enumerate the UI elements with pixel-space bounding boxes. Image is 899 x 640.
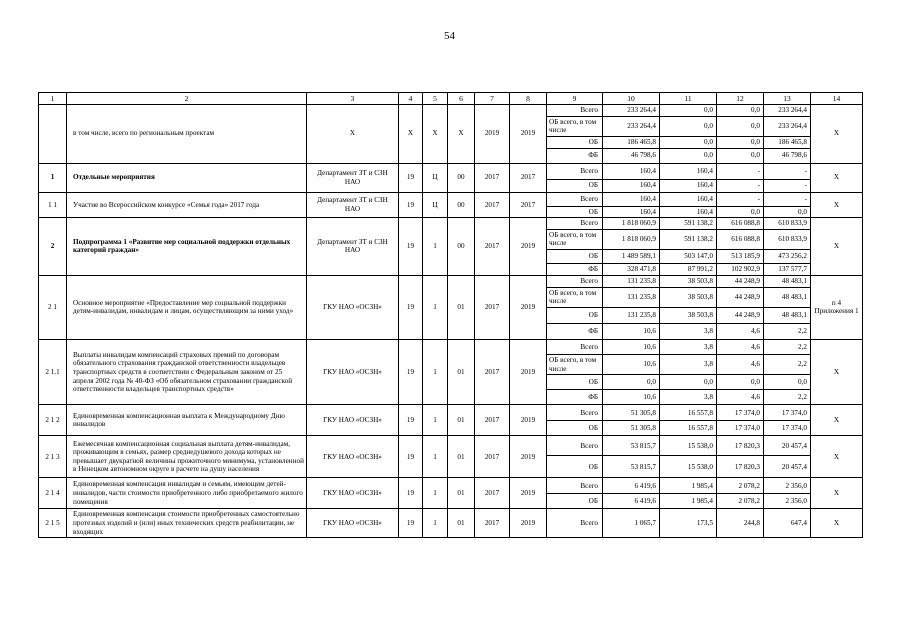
table-row (39, 509, 863, 538)
code-cell: 19 (399, 436, 423, 478)
amount-cell: 233 264,4 (603, 105, 660, 117)
funding-source: Всего (547, 405, 603, 421)
amount-cell: 87 991,2 (660, 264, 717, 276)
amount-cell: 160,4 (603, 163, 660, 179)
amount-cell: 15 538,0 (660, 436, 717, 456)
amount-cell: 0,0 (717, 148, 764, 163)
amount-cell: 610 833,9 (764, 218, 811, 230)
code-cell: 01 (448, 509, 475, 538)
row-number: 2 1.1 (39, 340, 67, 405)
funding-source: ОБ (547, 456, 603, 478)
amount-cell: - (717, 163, 764, 179)
amount-cell: 0,0 (717, 375, 764, 390)
amount-cell: 0,0 (717, 105, 764, 117)
funding-source: ОБ (547, 179, 603, 192)
amount-cell: 160,4 (603, 206, 660, 218)
funding-source: Всего (547, 509, 603, 538)
amount-cell: 2,2 (764, 324, 811, 340)
header-cell: 10 (603, 93, 660, 105)
code-cell: 1 (423, 405, 448, 436)
table-row (39, 275, 863, 287)
amount-cell: 1 985,4 (660, 494, 717, 509)
header-cell: 12 (717, 93, 764, 105)
amount-cell: 51 305,8 (603, 405, 660, 421)
amount-cell: 1 818 060,9 (603, 229, 660, 249)
amount-cell: 2 356,0 (764, 478, 811, 494)
amount-cell: 137 577,7 (764, 264, 811, 276)
row-name: Единовременная компенсация инвалидам и семьям, имеющим детей-инвалидов, части стоимости приобретенного либо приобретаемого жилого помещения (67, 478, 307, 509)
row-number: 2 (39, 218, 67, 276)
header-cell: 3 (307, 93, 399, 105)
amount-cell: 131 235,8 (603, 287, 660, 307)
amount-cell: 3,8 (660, 390, 717, 405)
amount-cell: 591 138,2 (660, 218, 717, 230)
funding-source: ОБ (547, 206, 603, 218)
ref-cell: п 4 Приложения 1 (811, 275, 863, 339)
amount-cell: - (717, 192, 764, 206)
row-number: 1 1 (39, 192, 67, 218)
code-cell: 01 (448, 478, 475, 509)
row-number: 2 1 4 (39, 478, 67, 509)
amount-cell: 44 248,9 (717, 287, 764, 307)
amount-cell: 48 483,1 (764, 287, 811, 307)
amount-cell: 1 818 060,9 (603, 218, 660, 230)
amount-cell: 2,2 (764, 390, 811, 405)
funding-source: Всего (547, 275, 603, 287)
amount-cell: 0,0 (660, 105, 717, 117)
amount-cell: 244,8 (717, 509, 764, 538)
amount-cell: 20 457,4 (764, 456, 811, 478)
amount-cell: 102 902,9 (717, 264, 764, 276)
amount-cell: 3,8 (660, 355, 717, 375)
row-number: 2 1 3 (39, 436, 67, 478)
code-cell: 01 (448, 275, 475, 339)
amount-cell: 0,0 (717, 206, 764, 218)
start-year: 2017 (475, 192, 510, 218)
end-year: 2019 (510, 275, 547, 339)
code-cell: 1 (423, 218, 448, 276)
amount-cell: 48 483,1 (764, 275, 811, 287)
funding-source: ФБ (547, 324, 603, 340)
funding-source: ФБ (547, 148, 603, 163)
code-cell: 01 (448, 340, 475, 405)
code-cell: 19 (399, 340, 423, 405)
amount-cell: 17 374,0 (764, 421, 811, 436)
amount-cell: 0,0 (764, 375, 811, 390)
amount-cell: 16 557,8 (660, 421, 717, 436)
start-year: 2017 (475, 163, 510, 192)
amount-cell: 160,4 (660, 179, 717, 192)
amount-cell: 20 457,4 (764, 436, 811, 456)
responsible-executor: X (307, 105, 399, 164)
amount-cell: 1 985,4 (660, 478, 717, 494)
code-cell: Ц (423, 163, 448, 192)
code-cell: 19 (399, 192, 423, 218)
code-cell: 1 (423, 436, 448, 478)
amount-cell: 16 557,8 (660, 405, 717, 421)
amount-cell: 0,0 (717, 136, 764, 148)
row-number: 2 1 5 (39, 509, 67, 538)
funding-source: ОБ всего, в том числе (547, 355, 603, 375)
amount-cell: 2,2 (764, 340, 811, 355)
amount-cell: 4,6 (717, 390, 764, 405)
row-name: Участие во Всероссийском конкурсе «Семья года» 2017 года (67, 192, 307, 218)
amount-cell: 0,0 (660, 136, 717, 148)
amount-cell: 44 248,9 (717, 275, 764, 287)
row-name: Выплаты инвалидам компенсаций страховых премий по договорам обязательного страхования гражданской ответственности владельцев транспортных средств в соответствии с Федеральным законом от 25 апреля 2002 года № 40-ФЗ «Об обязательном страховании гражданской ответственности владельцев транспортных средств» (67, 340, 307, 405)
amount-cell: 503 147,0 (660, 250, 717, 264)
funding-source: ОБ (547, 375, 603, 390)
end-year: 2019 (510, 405, 547, 436)
amount-cell: 38 503,8 (660, 275, 717, 287)
amount-cell: 48 483,1 (764, 308, 811, 324)
funding-source: Всего (547, 218, 603, 230)
header-cell: 6 (448, 93, 475, 105)
header-cell: 11 (660, 93, 717, 105)
responsible-executor: ГКУ НАО «ОСЗН» (307, 436, 399, 478)
amount-cell: 160,4 (660, 163, 717, 179)
amount-cell: 46 798,6 (764, 148, 811, 163)
amount-cell: 160,4 (660, 192, 717, 206)
amount-cell: - (764, 179, 811, 192)
responsible-executor: ГКУ НАО «ОСЗН» (307, 478, 399, 509)
amount-cell: 44 248,9 (717, 308, 764, 324)
amount-cell: 0,0 (717, 116, 764, 136)
end-year: 2019 (510, 105, 547, 164)
amount-cell: 17 374,0 (764, 405, 811, 421)
amount-cell: 46 798,6 (603, 148, 660, 163)
header-cell: 9 (547, 93, 603, 105)
responsible-executor: ГКУ НАО «ОСЗН» (307, 275, 399, 339)
amount-cell: 6 419,6 (603, 494, 660, 509)
row-name: Ежемесячная компенсационная социальная выплата детям-инвалидам, проживающим в семьях, размер среднедушевого дохода которых не превышает двукратной величины прожиточного минимума, установленной в Ненецком автономном округе в расчете на душу населения (67, 436, 307, 478)
amount-cell: 17 820,3 (717, 436, 764, 456)
row-number (39, 105, 67, 164)
row-number: 1 (39, 163, 67, 192)
amount-cell: 38 503,8 (660, 308, 717, 324)
start-year: 2019 (475, 105, 510, 164)
amount-cell: 0,0 (764, 206, 811, 218)
amount-cell: 38 503,8 (660, 287, 717, 307)
start-year: 2017 (475, 509, 510, 538)
header-cell: 7 (475, 93, 510, 105)
row-name: Подпрограмма 1 «Развитие мер социальной поддержки отдельных категорий граждан» (67, 218, 307, 276)
code-cell: X (448, 105, 475, 164)
amount-cell: 10,6 (603, 340, 660, 355)
funding-source: ОБ всего, в том числе (547, 116, 603, 136)
row-name: в том числе, всего по региональным проектам (67, 105, 307, 164)
amount-cell: 2,2 (764, 355, 811, 375)
amount-cell: 2 078,2 (717, 478, 764, 494)
responsible-executor: Департамент ЗТ и СЗН НАО (307, 163, 399, 192)
code-cell: 19 (399, 509, 423, 538)
row-number: 2 1 (39, 275, 67, 339)
header-cell: 1 (39, 93, 67, 105)
funding-source: ОБ всего, в том числе (547, 229, 603, 249)
code-cell: 00 (448, 163, 475, 192)
table-row (39, 192, 863, 206)
amount-cell: 53 815,7 (603, 456, 660, 478)
row-number: 2 1 2 (39, 405, 67, 436)
responsible-executor: Департамент ЗТ и СЗН НАО (307, 218, 399, 276)
amount-cell: 4,6 (717, 340, 764, 355)
end-year: 2019 (510, 340, 547, 405)
start-year: 2017 (475, 218, 510, 276)
amount-cell: 131 235,8 (603, 308, 660, 324)
amount-cell: 1 065,7 (603, 509, 660, 538)
ref-cell: X (811, 105, 863, 164)
header-cell: 4 (399, 93, 423, 105)
funding-source: ОБ (547, 494, 603, 509)
start-year: 2017 (475, 275, 510, 339)
responsible-executor: Департамент ЗТ и СЗН НАО (307, 192, 399, 218)
code-cell: 19 (399, 405, 423, 436)
page-number: 54 (444, 30, 455, 42)
start-year: 2017 (475, 340, 510, 405)
end-year: 2019 (510, 218, 547, 276)
responsible-executor: ГКУ НАО «ОСЗН» (307, 509, 399, 538)
amount-cell: 616 088,8 (717, 218, 764, 230)
code-cell: 01 (448, 405, 475, 436)
amount-cell: 10,6 (603, 390, 660, 405)
ref-cell: X (811, 478, 863, 509)
code-cell: 1 (423, 340, 448, 405)
header-row (39, 93, 863, 105)
code-cell: 19 (399, 163, 423, 192)
header-cell: 2 (67, 93, 307, 105)
funding-source: Всего (547, 436, 603, 456)
row-name: Основное мероприятие «Предоставление мер социальной поддержки детям-инвалидам, инвалидам и лицам, осуществляющим за ними уход» (67, 275, 307, 339)
amount-cell: 2 356,0 (764, 494, 811, 509)
row-name: Единовременная компенсационная выплата к Международному Дню инвалидов (67, 405, 307, 436)
header-cell: 14 (811, 93, 863, 105)
code-cell: 1 (423, 275, 448, 339)
ref-cell: X (811, 405, 863, 436)
funding-source: Всего (547, 478, 603, 494)
funding-source: ОБ всего, в том числе (547, 287, 603, 307)
code-cell: 00 (448, 218, 475, 276)
funding-source: ОБ (547, 250, 603, 264)
code-cell: 1 (423, 478, 448, 509)
ref-cell: X (811, 218, 863, 276)
ref-cell: X (811, 163, 863, 192)
amount-cell: - (764, 163, 811, 179)
amount-cell: 17 820,3 (717, 456, 764, 478)
row-name: Отдельные мероприятия (67, 163, 307, 192)
amount-cell: 6 419,6 (603, 478, 660, 494)
code-cell: Ц (423, 192, 448, 218)
code-cell: 01 (448, 436, 475, 478)
funding-source: Всего (547, 192, 603, 206)
amount-cell: 328 471,8 (603, 264, 660, 276)
amount-cell: 0,0 (603, 375, 660, 390)
funding-source: ФБ (547, 264, 603, 276)
amount-cell: 233 264,4 (764, 116, 811, 136)
funding-source: Всего (547, 163, 603, 179)
funding-source: ОБ (547, 308, 603, 324)
amount-cell: 513 185,9 (717, 250, 764, 264)
amount-cell: 160,4 (660, 206, 717, 218)
amount-cell: 591 138,2 (660, 229, 717, 249)
amount-cell: 647,4 (764, 509, 811, 538)
start-year: 2017 (475, 405, 510, 436)
amount-cell: 4,6 (717, 324, 764, 340)
amount-cell: 51 305,8 (603, 421, 660, 436)
end-year: 2019 (510, 436, 547, 478)
end-year: 2017 (510, 192, 547, 218)
start-year: 2017 (475, 436, 510, 478)
amount-cell: 610 833,9 (764, 229, 811, 249)
responsible-executor: ГКУ НАО «ОСЗН» (307, 405, 399, 436)
amount-cell: 616 088,8 (717, 229, 764, 249)
amount-cell: 4,6 (717, 355, 764, 375)
amount-cell: 10,6 (603, 324, 660, 340)
code-cell: 19 (399, 275, 423, 339)
header-cell: 8 (510, 93, 547, 105)
amount-cell: 53 815,7 (603, 436, 660, 456)
amount-cell: 160,4 (603, 192, 660, 206)
table-row (39, 478, 863, 494)
responsible-executor: ГКУ НАО «ОСЗН» (307, 340, 399, 405)
program-table (38, 92, 863, 538)
code-cell: 1 (423, 509, 448, 538)
table-row (39, 163, 863, 179)
amount-cell: 2 078,2 (717, 494, 764, 509)
amount-cell: 0,0 (660, 375, 717, 390)
ref-cell: X (811, 340, 863, 405)
amount-cell: 3,8 (660, 324, 717, 340)
funding-source: Всего (547, 105, 603, 117)
amount-cell: 186 465,8 (764, 136, 811, 148)
amount-cell: 0,0 (660, 116, 717, 136)
amount-cell: 0,0 (660, 148, 717, 163)
amount-cell: 17 374,0 (717, 405, 764, 421)
amount-cell: - (764, 192, 811, 206)
table-row (39, 340, 863, 355)
amount-cell: 233 264,4 (603, 116, 660, 136)
header-cell: 13 (764, 93, 811, 105)
code-cell: 00 (448, 192, 475, 218)
funding-source: ОБ (547, 421, 603, 436)
end-year: 2019 (510, 509, 547, 538)
table-row (39, 436, 863, 456)
amount-cell: 160,4 (603, 179, 660, 192)
funding-source: ФБ (547, 390, 603, 405)
amount-cell: 15 538,0 (660, 456, 717, 478)
ref-cell: X (811, 436, 863, 478)
end-year: 2019 (510, 478, 547, 509)
amount-cell: 233 264,4 (764, 105, 811, 117)
code-cell: 19 (399, 478, 423, 509)
amount-cell: - (717, 179, 764, 192)
end-year: 2017 (510, 163, 547, 192)
amount-cell: 3,8 (660, 340, 717, 355)
amount-cell: 131 235,8 (603, 275, 660, 287)
header-cell: 5 (423, 93, 448, 105)
funding-source: Всего (547, 340, 603, 355)
code-cell: X (399, 105, 423, 164)
funding-source: ОБ (547, 136, 603, 148)
amount-cell: 17 374,0 (717, 421, 764, 436)
ref-cell: X (811, 192, 863, 218)
amount-cell: 10,6 (603, 355, 660, 375)
amount-cell: 1 489 589,1 (603, 250, 660, 264)
amount-cell: 173,5 (660, 509, 717, 538)
ref-cell: X (811, 509, 863, 538)
start-year: 2017 (475, 478, 510, 509)
amount-cell: 186 465,8 (603, 136, 660, 148)
table-row (39, 218, 863, 230)
row-name: Единовременная компенсация стоимости приобретенных самостоятельно протезных изделий и (или) иных технических средств реабилитации, не входящих (67, 509, 307, 538)
amount-cell: 473 256,2 (764, 250, 811, 264)
code-cell: 19 (399, 218, 423, 276)
code-cell: X (423, 105, 448, 164)
table-row (39, 105, 863, 117)
table-row (39, 405, 863, 421)
